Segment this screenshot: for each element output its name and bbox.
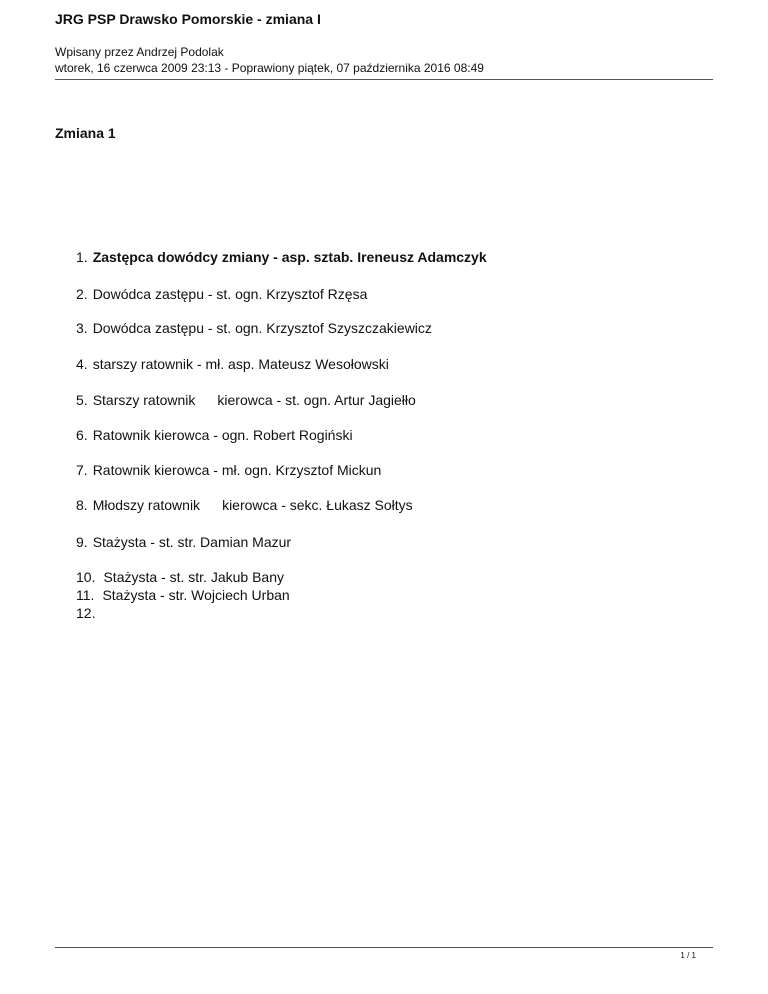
list-item-text: Dowódca zastępu - st. ogn. Krzysztof Rzęsa bbox=[92, 286, 368, 302]
section-heading: Zmiana 1 bbox=[55, 125, 116, 141]
list-item bbox=[76, 569, 284, 586]
list-item-number: 1. bbox=[76, 249, 88, 265]
page-number: 1 / 1 bbox=[680, 951, 696, 960]
list-item-text: Stażysta - str. Wojciech Urban bbox=[102, 587, 290, 603]
list-item bbox=[76, 427, 353, 444]
footer-divider bbox=[55, 947, 713, 948]
list-item-number: 11. bbox=[76, 587, 95, 603]
list-item bbox=[76, 534, 291, 551]
list-item-number: 2. bbox=[76, 286, 88, 302]
list-item-text-continued: kierowca - st. ogn. Artur Jagiełło bbox=[217, 392, 416, 408]
list-item bbox=[76, 286, 367, 303]
list-item-number: 8. bbox=[76, 497, 88, 513]
list-item bbox=[76, 605, 103, 622]
list-item-text: Młodszy ratownik bbox=[92, 497, 201, 513]
list-item-number: 6. bbox=[76, 427, 88, 443]
list-item-number: 10. bbox=[76, 569, 96, 585]
list-item-text: Ratownik kierowca - ogn. Robert Rogiński bbox=[92, 427, 353, 443]
list-item-text: Ratownik kierowca - mł. ogn. Krzysztof Mickun bbox=[92, 462, 382, 478]
list-item-number: 7. bbox=[76, 462, 88, 478]
list-item-number: 5. bbox=[76, 392, 88, 408]
list-item bbox=[76, 356, 389, 373]
list-item-text: Stażysta - st. str. Jakub Bany bbox=[103, 569, 284, 585]
list-item-number: 12. bbox=[76, 605, 96, 621]
list-item-number: 9. bbox=[76, 534, 88, 550]
list-item-text: starszy ratownik - mł. asp. Mateusz Wesołowski bbox=[92, 356, 389, 372]
list-item-number: 3. bbox=[76, 320, 88, 336]
list-item-text-continued: kierowca - sekc. Łukasz Sołtys bbox=[222, 497, 413, 513]
list-item-text: Dowódca zastępu - st. ogn. Krzysztof Szyszczakiewicz bbox=[92, 320, 432, 336]
date-line: wtorek, 16 czerwca 2009 23:13 - Poprawiony piątek, 07 października 2016 08:49 bbox=[55, 61, 484, 75]
list-item bbox=[76, 497, 413, 514]
list-item bbox=[76, 587, 290, 604]
list-item-text: Zastępca dowódcy zmiany - asp. sztab. Ireneusz Adamczyk bbox=[92, 249, 487, 265]
list-item-number: 4. bbox=[76, 356, 88, 372]
list-item bbox=[76, 462, 381, 479]
list-item-text: Stażysta - st. str. Damian Mazur bbox=[92, 534, 292, 550]
list-item-text: Starszy ratownik bbox=[92, 392, 196, 408]
list-item bbox=[76, 392, 416, 409]
page-title: JRG PSP Drawsko Pomorskie - zmiana I bbox=[55, 11, 321, 27]
list-item bbox=[76, 320, 432, 337]
list-item bbox=[76, 249, 487, 266]
author-line: Wpisany przez Andrzej Podolak bbox=[55, 45, 224, 59]
